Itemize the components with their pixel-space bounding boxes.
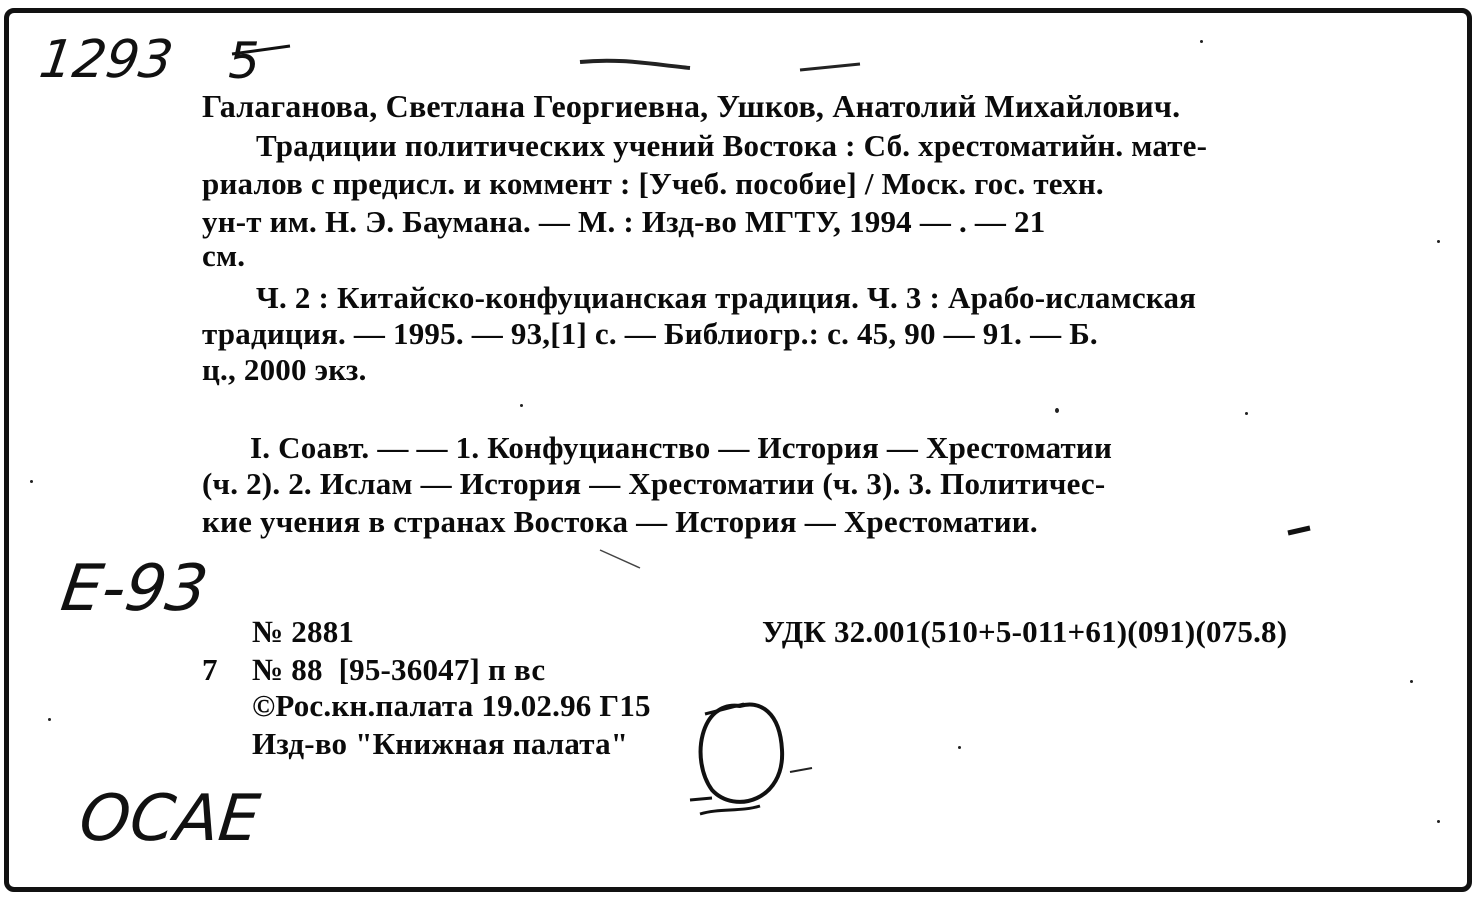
title-line-4: см. bbox=[202, 238, 246, 273]
handwritten-card-number: 1293 bbox=[35, 30, 177, 90]
speck bbox=[30, 480, 33, 483]
part-line-1: Ч. 2 : Китайско-конфуцианская традиция. Ч. 3 : Арабо-исламская bbox=[256, 280, 1197, 315]
subject-line-2: (ч. 2). 2. Ислам — История — Хрестоматии (ч. 3). 3. Политичес- bbox=[202, 466, 1106, 501]
issue-number: № 88 [95-36047] п вс bbox=[252, 652, 546, 687]
speck bbox=[958, 746, 961, 749]
speck bbox=[1437, 820, 1440, 823]
speck bbox=[520, 404, 523, 407]
part-line-2: традиция. — 1995. — 93,[1] с. — Библиогр.: с. 45, 90 — 91. — Б. bbox=[202, 316, 1098, 351]
part-line-3: ц., 2000 экз. bbox=[202, 352, 367, 387]
handwritten-mark: 5 bbox=[228, 32, 260, 90]
speck bbox=[1410, 680, 1413, 683]
copyright-line: ©Рос.кн.палата 19.02.96 Г15 bbox=[252, 688, 651, 723]
handwritten-library-code: OCAE bbox=[76, 782, 264, 856]
speck bbox=[1055, 408, 1059, 413]
speck bbox=[48, 718, 51, 721]
card-number: № 2881 bbox=[252, 614, 355, 649]
udk-code: УДК 32.001(510+5-011+61)(091)(075.8) bbox=[762, 614, 1288, 649]
subject-line-1: I. Соавт. — — 1. Конфуцианство — История — Хрестоматии bbox=[250, 430, 1113, 465]
speck bbox=[1437, 240, 1440, 243]
subject-line-3: кие учения в странах Востока — История — Хрестоматии. bbox=[202, 504, 1038, 539]
title-line-3: ун-т им. Н. Э. Баумана. — М. : Изд-во МГТУ, 1994 — . — 21 bbox=[202, 204, 1046, 239]
title-line-1: Традиции политических учений Востока : Сб. хрестоматийн. мате- bbox=[256, 128, 1208, 163]
handwritten-shelf-code: E-93 bbox=[56, 552, 213, 626]
publisher-line: Изд-во "Книжная палата" bbox=[252, 726, 629, 761]
speck bbox=[1200, 40, 1203, 43]
card-prefix: 7 bbox=[202, 652, 218, 687]
title-line-2: риалов с предисл. и коммент : [Учеб. пособие] / Моск. гос. техн. bbox=[202, 166, 1104, 201]
speck bbox=[1245, 412, 1248, 415]
record-heading: Галаганова, Светлана Георгиевна, Ушков, Анатолий Михайлович. bbox=[202, 88, 1181, 124]
